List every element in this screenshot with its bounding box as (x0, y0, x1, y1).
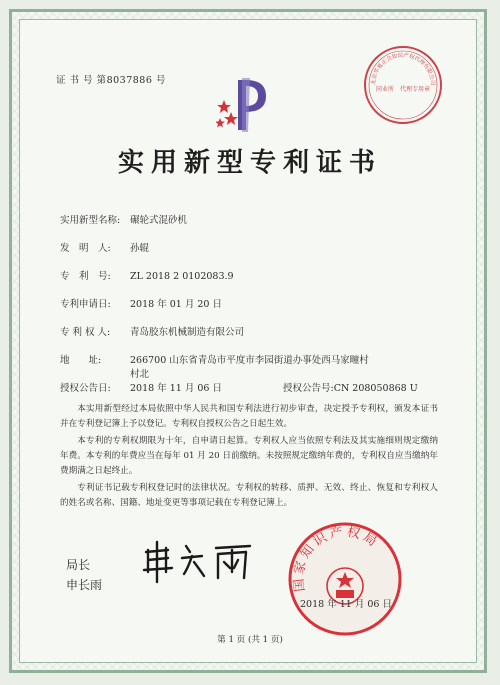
handwritten-signature (138, 538, 258, 584)
field-label: 地 址: (60, 355, 102, 366)
page-number: 第 1 页 (共 1 页) (217, 635, 283, 645)
field-patent-number (60, 268, 234, 282)
seal-date: 2018 年 11 月 06 日 (300, 599, 392, 610)
director-name: 申长雨 (66, 578, 103, 592)
agent-stamp (362, 44, 444, 126)
field-label: 实用新型名称: (60, 215, 121, 226)
patent-office-logo (216, 72, 274, 134)
agent-stamp-subtext: 同业所 代理专用章 (375, 86, 431, 93)
field-value: 266700 山东省青岛市平度市李园街道办事处西马家疃村 (130, 355, 369, 366)
field-grant-date (60, 380, 222, 394)
field-label: 专 利 号: (60, 271, 111, 282)
field-value: 碾轮式混砂机 (130, 215, 188, 226)
certificate-number-label: 证 书 号 第 (56, 75, 107, 86)
field-label: 授权公告号: (283, 383, 334, 394)
field-grant-number (283, 380, 418, 394)
field-value: ZL 2018 2 0102083.9 (130, 271, 234, 282)
certificate-number (56, 72, 166, 86)
field-filing-date (60, 296, 222, 310)
agent-stamp-text: 北京华夏正合知识产权代理有限公司 (370, 52, 436, 86)
field-patentee (60, 324, 244, 338)
official-seal (286, 520, 404, 638)
field-label: 发 明 人: (60, 243, 111, 254)
field-label: 专 利 权 人: (60, 327, 111, 338)
certificate-title: 实用新型专利证书 (117, 148, 382, 178)
field-inventor (60, 240, 149, 254)
field-value: CN 208050868 U (333, 383, 418, 394)
field-value: 孙辊 (130, 243, 150, 254)
field-label: 专利申请日: (60, 299, 111, 310)
body-paragraph-2: 本专利的专利权期限为十年，自申请日起算。专利权人应当依照专利法及其实施细则规定缴纳年费。本专利的年费应当在每年 01 月 20 日前缴纳。未按照规定缴纳年费的，专利权自应当缴纳年费期满之日起终止。 (60, 436, 438, 477)
certificate-number-suffix: 号 (155, 75, 166, 86)
field-value: 2018 年 11 月 06 日 (130, 383, 222, 394)
field-address-line2: 村北 (130, 369, 150, 380)
seal-text: 国家知识产权局 (291, 524, 382, 593)
director-title: 局长 (66, 558, 91, 572)
field-value: 青岛胶东机械制造有限公司 (130, 327, 245, 338)
certificate-number-value: 8037886 (106, 75, 153, 86)
body-paragraph-3: 专利证书记载专利权登记时的法律状况。专利权的转移、质押、无效、终止、恢复和专利权人的姓名或名称、国籍、地址变更等事项记载在专利登记簿上。 (60, 483, 438, 509)
field-utility-model-name (60, 212, 187, 226)
field-label: 授权公告日: (60, 383, 111, 394)
body-paragraph-1: 本实用新型经过本局依照中华人民共和国专利法进行初步审查，决定授予专利权，颁发本证书并在专利登记簿上予以登记。专利权自授权公告之日起生效。 (60, 404, 438, 430)
field-address (60, 352, 369, 366)
field-value: 2018 年 01 月 20 日 (130, 299, 222, 310)
